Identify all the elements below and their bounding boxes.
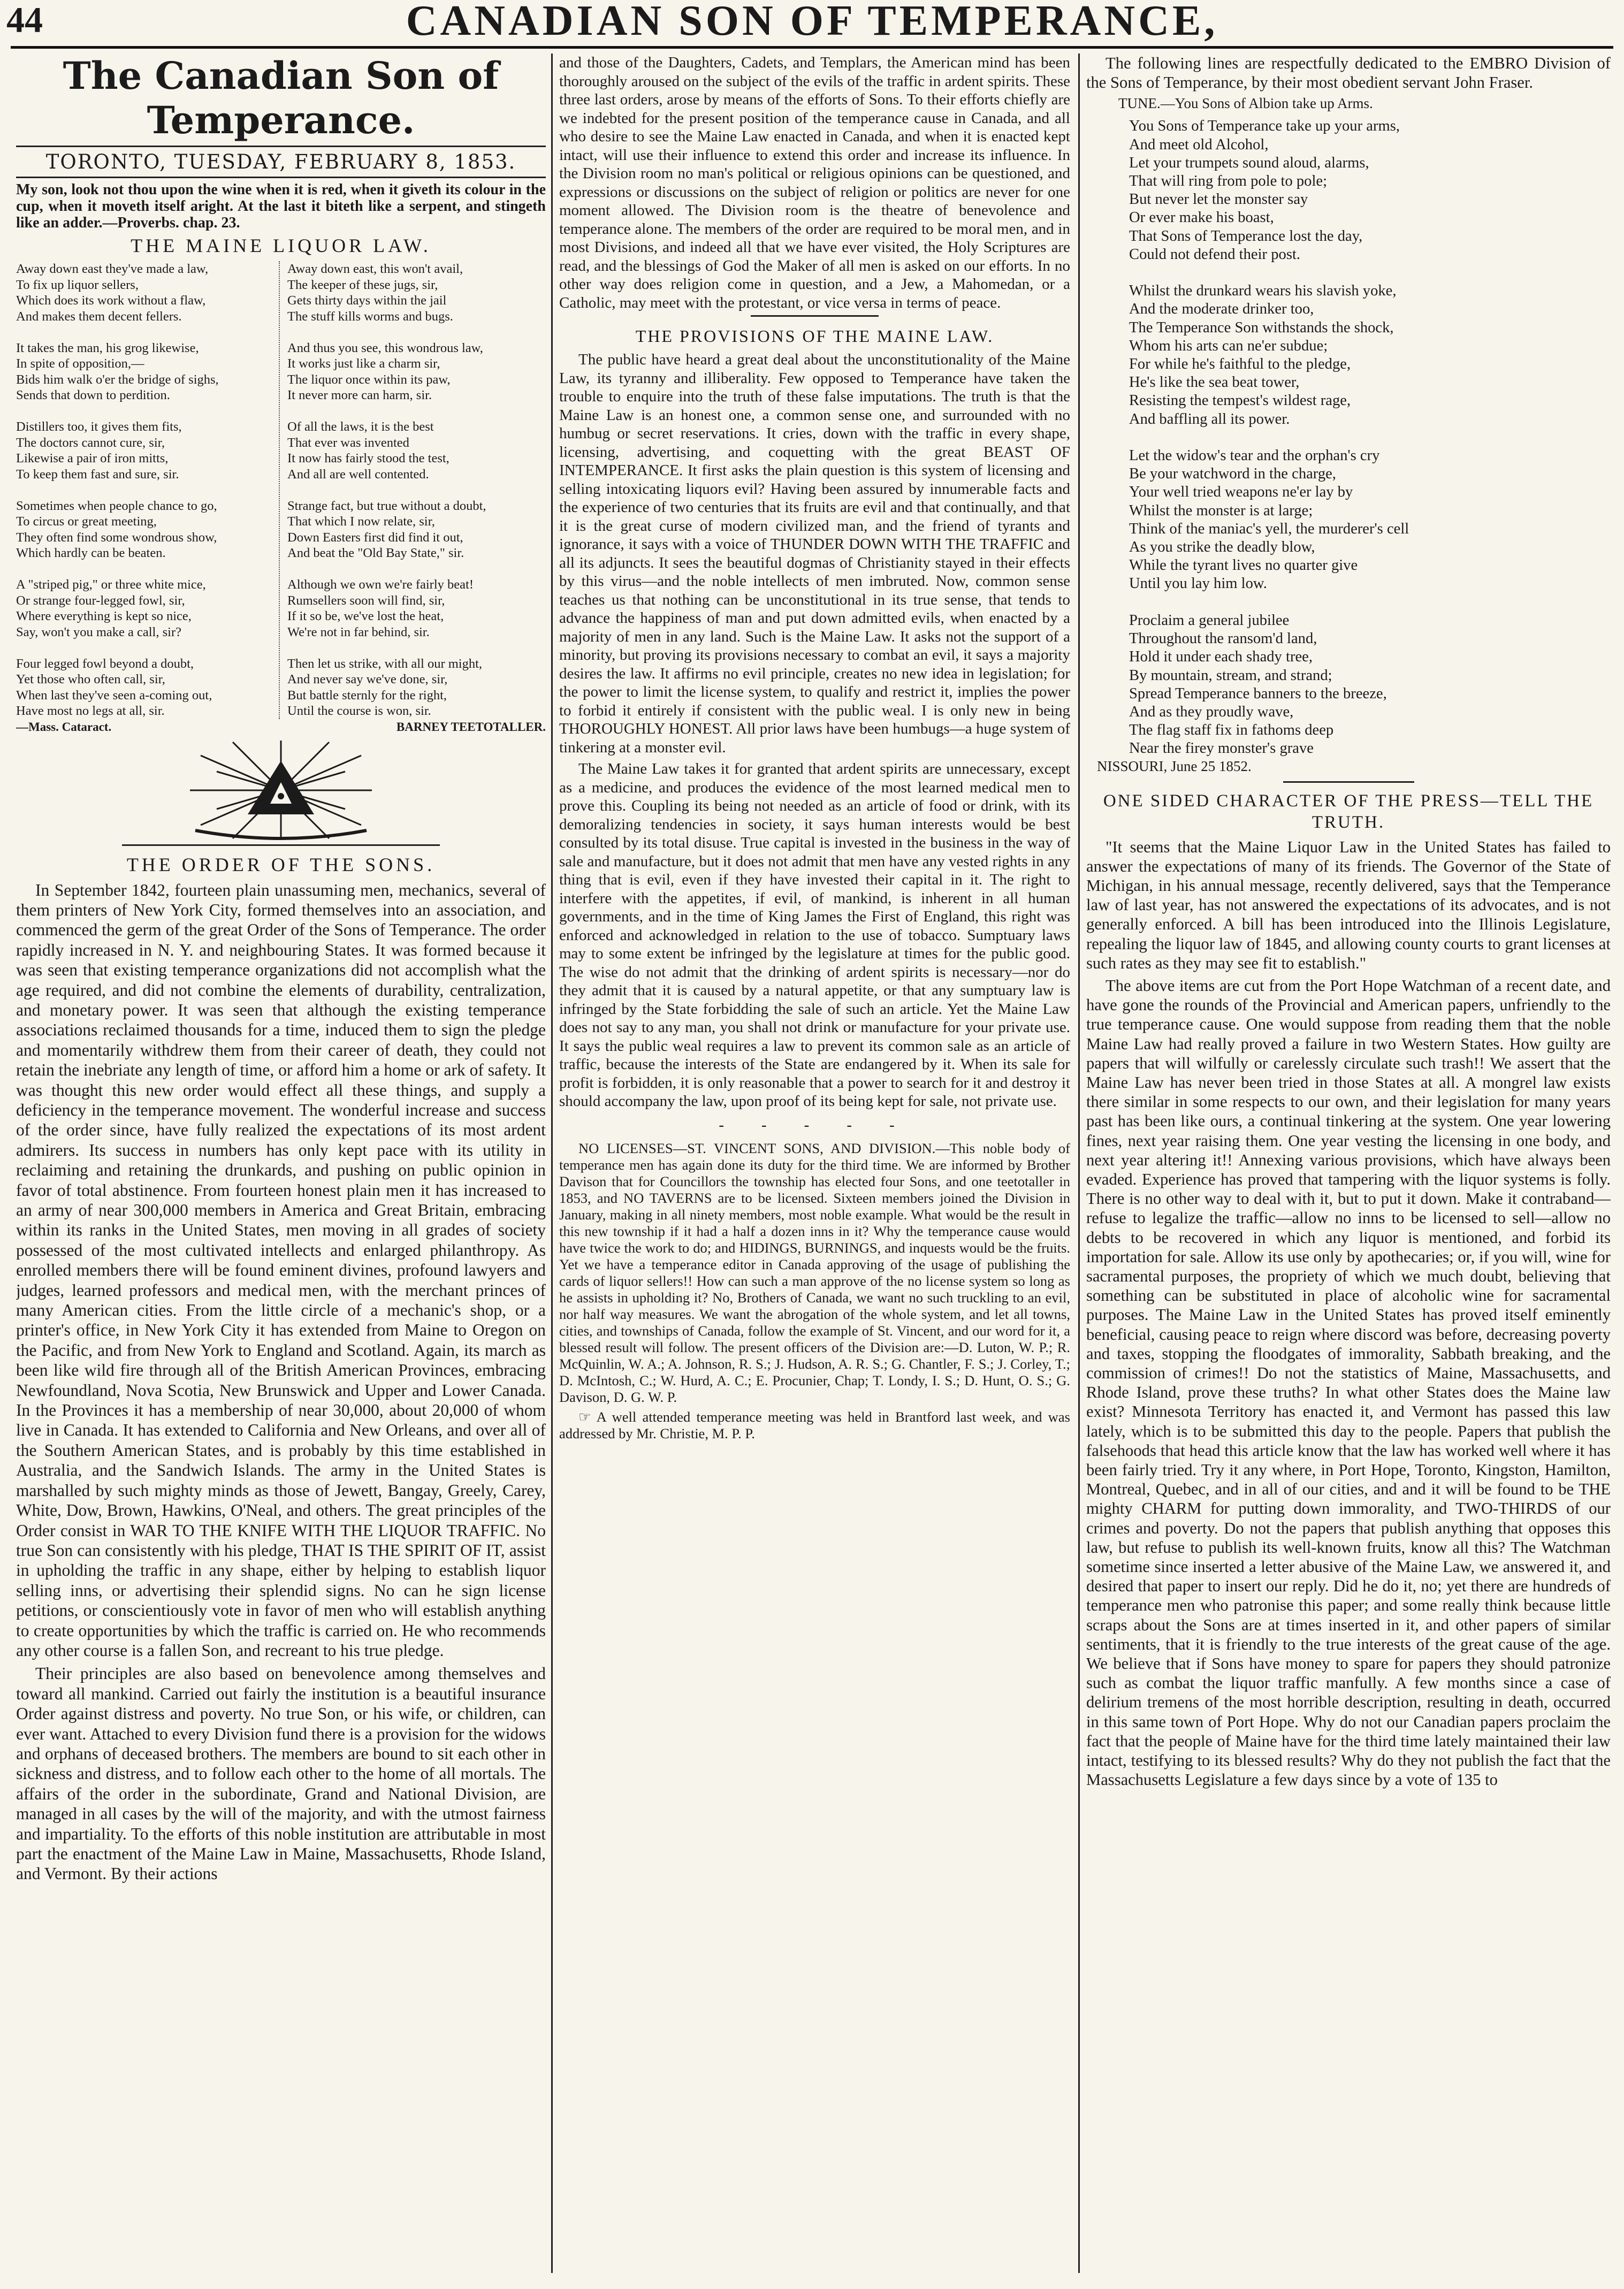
masthead-rule xyxy=(11,46,1613,49)
paper-nameplate: The Canadian Son of Temperance. xyxy=(63,54,499,142)
divider xyxy=(122,844,440,846)
column-divider xyxy=(551,54,553,2273)
news-paragraph: NO LICENSES—ST. VINCENT SONS, AND DIVISION.—This noble body of temperance men has again done its duty for the third time. We are informed by Brother Davison that for Councillors the township has elected four Sons, and one teetotaller in 1853, and NO TAVERNS are to be licensed. Sixteen members joined the Division in January, making in all ninety members, most noble example. What would be the result in this new township if it had a half a dozen inns in it? Why the temperance cause would have twice the work to do; and HIDINGS, BURNINGS, and inquests would be the fruits. Yet we have a temperance editor in Canada approving of the usage of publishing the cards of liquor sellers!! How can such a man approve of the no license system so long as he assists in upholding it? No, Brothers of Canada, we want no such truckling to an evil, nor half way measures. We want the abrogation of the whole system, and let all towns, cities, and townships of Canada, follow the example of St. Vincent, and our word for it, a blessed result will follow. The present officers of the Division are:—D. Luton, W. P.; R. McQuinlin, W. A.; A. Johnson, R. S.; J. Hudson, A. R. S.; G. Chantler, F. S.; J. Corley, T.; D. McIntosh, C.; W. Hurd, A. C.; E. Procunier, Chap; T. Londy, I. S.; D. Hunt, O. S.; G. Davison, D. G. W. P. xyxy=(559,1140,1070,1405)
newspaper-title: CANADIAN SON OF TEMPERANCE, xyxy=(406,0,1218,44)
masthead xyxy=(0,0,1624,46)
motto: My son, look not thou upon the wine when it is red, when it giveth its colour in the cup, when it moveth itself aright. At the last it biteth like a serpent, and stingeth like an adder.—Proverbs. chap. 23. xyxy=(16,181,546,231)
article-title: THE ORDER OF THE SONS. xyxy=(126,853,436,875)
page-number: 44 xyxy=(6,0,43,40)
column-2 xyxy=(559,54,1070,2278)
column-1 xyxy=(16,54,546,2278)
divider xyxy=(751,315,879,317)
divider xyxy=(1283,781,1414,783)
article-paragraph: Their principles are also based on benevolence among themselves and toward all mankind. Carried out fairly the institution is a beautiful insurance Order against distress and poverty. No true Son, or his wife, or children, can ever want. Attached to every Division fund there is a provision for the widows and orphans of deceased brothers. The members are bound to sit each other in sickness and distress, and to follow each other to the home of all mortals. The affairs of the order in the subordinate, Grand and National Division, are managed in all cases by the will of the majority, and with the utmost fairness and impartiality. To the efforts of this noble institution are attributable in most part the enactment of the Maine Law in Maine, Massachusetts, Rhode Island, and Vermont. By their actions xyxy=(16,1664,546,1883)
news-items xyxy=(559,1140,1070,1442)
order-emblem-icon xyxy=(185,739,377,841)
article-title: ONE SIDED CHARACTER OF THE PRESS—TELL THE TRUTH. xyxy=(1103,791,1594,832)
section-break: - - - - - xyxy=(719,1116,911,1135)
poem-left-column: Away down east they've made a law, To fix up liquor sellers, Which does its work without a flaw, And makes them decent fellers. It takes the man, his grog likewise, In spite of opposition,— Bids him walk o'er the bridge of sighs, Sends that down to perdition. Distillers too, it gives them fits, The doctors cannot cure, sir, Likewise a pair of iron mitts, To keep them fast and sure, sir. Sometimes when people chance to go, To circus or great meeting, They often find some wondrous show, Which hardly can be beaten. A "striped pig," or three white mice, Or strange four-legged fowl, sir, Where everything is kept so nice, Say, won't you make a call, sir? Four legged fowl beyond a doubt, Yet those who often call, sir, When last they've seen a-coming out, Have most no legs at all, sir. xyxy=(16,261,280,719)
poem-source: —Mass. Cataract. xyxy=(16,720,112,734)
poem-attribution xyxy=(16,720,546,734)
article-paragraph: The Maine Law takes it for granted that ardent spirits are unnecessary, except as a medicine, and produces the evidence of the most learned medical men to prove this. Coupling its being not needed as an article of food or drink, with its demoralizing tendencies in society, it says human interests would be best consulted by its total disuse. True capital is invested in the business in the way of sale and manufacture, but it does not admit that men have any vested rights in any thing that is evil, even if they have invested their capital in it. The right to interfere with the appetites, if evil, of mankind, is inherent in all human governments, and in the time of King James the First of England, this right was enforced and acknowledged in relation to the use of tobacco. Sumptuary laws may to some extent be infringed by the legislature at times for the public good. The wise do not admit that the drinking of ardent spirits is necessary—nor do they admit that it is caused by a natural appetite, or that any sumptuary law is infringed by the State forbidding the sale of such an article. Yet the Maine Law does not say to any man, you shall not drink or manufacture for your private use. It says the public weal requires a law to prevent its common sale as an article of traffic, because the interests of the State are endangered by it. When its sale for profit is forbidden, it is only reasonable that a power to search for it and destroy it should accompany the law, upon proof of its being kept for sale, not private use. xyxy=(559,760,1070,1110)
poem-title: THE MAINE LIQUOR LAW. xyxy=(131,235,431,256)
quote-paragraph: "It seems that the Maine Liquor Law in the United States has failed to answer the expectations of many of its friends. The Governor of the State of Michigan, in his annual message, recently delivered, says that the Temperance law of last year, has not answered the expectations of its advocates, and is not generally enforced. A bill has been introduced into the Illinois Legislature, repealing the liquor law of 1845, and allowing county courts to grant licenses at such rates as they may see fit to establish." xyxy=(1086,837,1611,972)
poem-author: BARNEY TEETOTALLER. xyxy=(396,720,546,734)
column-divider xyxy=(1078,54,1080,2273)
article-title: THE PROVISIONS OF THE MAINE LAW. xyxy=(635,326,994,346)
poem-body xyxy=(16,261,546,719)
dedication: The following lines are respectfully dedicated to the EMBRO Division of the Sons of Temperance, by their most obedient servant John Fraser. xyxy=(1086,54,1611,92)
article-paragraph: and those of the Daughters, Cadets, and Templars, the American mind has been thoroughly aroused on the subject of the evils of the traffic in ardent spirits. These three last orders, arose by means of the efforts of Sons. To their efforts chiefly are we indebted for the present position of the temperance cause in Canada, and all who desire to see the Maine Law enacted in Canada, and when it is enacted kept intact, will use their influence to extend this order and increase its influence. In the Division room no man's political or religious opinions can be questioned, and expressions or discussions on the subject of religion or politics are never for one moment allowed. The Division room is the theatre of benevolence and temperance alone. The members of the order are required to be moral men, and in most Divisions, and indeed all that we have ever visited, the Holy Scriptures are read, and the blessings of God the Maker of all men is asked on our efforts. In no other way does religion come in question, and a Jew, a Mahomedan, or a Catholic, may meet with the protestant, or vice versa in terms of peace. xyxy=(559,54,1070,311)
dateline: TORONTO, TUESDAY, FEBRUARY 8, 1853. xyxy=(16,146,546,178)
article-paragraph: The above items are cut from the Port Hope Watchman of a recent date, and have gone the rounds of the Provincial and American papers, unfriendly to the true temperance cause. One would suppose from reading them that the noble Maine Law had really proved a failure in two Western States. How guilty are papers that will wilfully or carelessly circulate such trash!! We assert that the Maine Law has never been tried in those States at all. A mongrel law exists there similar in some respects to our own, and their legislation for many years past has been like ours, a continual tinkering at the system. One year lowering fines, next year raising them. One year vesting the licensing in one body, and next year altering it!! Annexing various provisions, which have always been evaded. Experience has proved that tampering with the liquor systems is folly. There is no other way to deal with it, but to put it down. Make it contraband—refuse to legalize the traffic—allow no inns to be licensed to sell—allow no debts to be recovered in which any liquor is mentioned, and forbid its importation for sale. Allow its use only by apothecaries; or, if you will, wine for sacramental purposes, the propriety of which we much doubt, believing that something can be substituted in place of alcoholic wine for sacramental purposes. The Maine Law in the United States has proved itself eminently beneficial, causing peace to reign where discord was before, decreasing poverty and taxes, stopping the floodgates of immorality, Sabbath breaking, and the commission of crimes!! Do not the statistics of Maine, Massachusetts, and Rhode Island, prove these truths? In what other States does the Maine law exist? Minnesota Territory has enacted it, and Vermont has passed this law lately, which is to be submitted this day to the people. Papers that publish the falsehoods that head this article know that the law has worked well where it has been fairly tried. Try it any where, in Port Hope, Toronto, Kingston, Hamilton, Montreal, Quebec, and in all of our cities, and and it will be found to be THE mighty CHARM for putting down immorality, and TWO-THIRDS of our crimes and poverty. Do not the papers that publish anything that opposes this law, but refuse to publish its well-known fruits, know all this? The Watchman sometime since inserted a letter abusive of the Maine Law, we answered it, and desired that paper to insert our reply. Did he do it, no; yet there are hundreds of temperance men who patronise this paper; and some really think because little scraps about the Sons are at times inserted in it, and other papers of similar sentiments, that it is friendly to the true interests of the great cause of the age. We believe that if Sons have money to spare for papers they should patronize such as combat the liquor traffic manfully. A few months since a case of delirium tremens of the most horrible description, resulting in death, occurred in this same town of Port Hope. Why do not our Canadian papers proclaim the fact that the people of Maine have for the third time lately maintained their law intact, testifying to its blessed results? Why do they not publish the fact that the Massachusetts Legislature a few days since by a vote of 135 to xyxy=(1086,976,1611,1789)
poem-place-date: NISSOURI, June 25 1852. xyxy=(1097,758,1252,774)
article-paragraph: The public have heard a great deal about the unconstitutionality of the Maine Law, its tyranny and illiberality. Few opposed to Temperance have taken the trouble to enquire into the truth of these false imputations. The truth is that the Maine Law is an honest one, a common sense one, and surrounded with no humbug or secret reservations. It cries, down with the traffic in every shape, licensing, advertising, and coquetting with the great BEAST OF INTEMPERANCE. It first asks the plain question is this system of licensing and selling intoxicating liquors evil? Having been assured by innumerable facts and the experience of two centuries that its fruits are evil and that continually, and that it is the great curse of modern civilized man, and the friend of tyrants and ignorance, it says with a voice of THUNDER DOWN WITH THE TRAFFIC and all its adjuncts. It sees the beautiful dogmas of Christianity stayed in their effects by this virus—and the noble intellects of men imbruted. Now, common sense teaches us that nothing can be unconstitutional in its true sense, that tends to advance the happiness of man and put down admitted evils, when enacted by a majority of men in any land. Such is the Maine Law. It asks not the support of a minority, but proving its provisions necessary to combat an evil, it says a majority desires the law. It affirms no evil principle, creates no new idea in legislation; for the power to limit the license system, to qualify and restrict it, implies the power to forbid it entirely if consistent with the public weal. I is only new in being THOROUGHLY HONEST. All prior laws have been humbugs—a huge system of tinkering at a monster evil. xyxy=(559,351,1070,756)
poem-right-column: Away down east, this won't avail, The keeper of these jugs, sir, Gets thirty days within the jail The stuff kills worms and bugs. And thus you see, this wondrous law, It works just like a charm sir, The liquor once within its paw, It never more can harm, sir. Of all the laws, it is the best That ever was invented It now has fairly stood the test, And all are well contented. Strange fact, but true without a doubt, That which I now relate, sir, Down Easters first did find it out, And beat the "Old Bay State," sir. Although we own we're fairly beat! Rumsellers soon will find, sir, If it so be, we've lost the heat, We're not in far behind, sir. Then let us strike, with all our might, And never say we've done, sir, But battle sternly for the right, Until the course is won, sir. xyxy=(287,262,486,718)
column-3 xyxy=(1086,54,1611,2278)
poem-tune: TUNE.—You Sons of Albion take up Arms. xyxy=(1118,95,1373,112)
news-paragraph: ☞ A well attended temperance meeting was held in Brantford last week, and was addressed by Mr. Christie, M. P. P. xyxy=(559,1408,1070,1441)
poem-body: You Sons of Temperance take up your arms, And meet old Alcohol, Let your trumpets sound aloud, alarms, That will ring from pole to pole; But never let the monster say Or ever make his boast, That Sons of Temperance lost the day, Could not defend their post. Whilst the drunkard wears his slavish yoke, And the moderate drinker too, The Temperance Son withstands the shock, Whom his arts can ne'er subdue; For while he's faithful to the pledge, He's like the sea beat tower, Resisting the tempest's wildest rage, And baffling all its power. Let the widow's tear and the orphan's cry Be your watchword in the charge, Your well tried weapons ne'er lay by Whilst the monster is at large; Think of the maniac's yell, the murderer's cell As you strike the deadly blow, While the tyrant lives no quarter give Until you lay him low. Proclaim a general jubilee Throughout the ransom'd land, Hold it under each shady tree, By mountain, stream, and strand; Spread Temperance banners to the breeze, And as they proudly wave, The flag staff fix in fathoms deep Near the firey monster's grave xyxy=(1129,118,1409,757)
article-paragraph: In September 1842, fourteen plain unassuming men, mechanics, several of them printers of New York City, formed themselves into an association, and commenced the germ of the great Order of the Sons of Temperance. The order rapidly increased in N. Y. and neighbouring States. It was formed because it was seen that existing temperance organizations did not accomplish what the age required, and did not combine the elements of durability, centralization, and monetary power. It was seen that although the existing temperance associations reclaimed thousands for a time, induced them to sign the pledge and momentarily withdrew them from their career of death, they could not retain the inebriate any length of time, or afford him a home or ark of safety. It was thought this new order would effect all these things, and supply a deficiency in the temperance movement. The wonderful increase and success of the order since, have fully realized the expectations of its most ardent admirers. Its success in numbers has only kept pace with its utility in reclaiming and retaining the drunkards, and pushing on public opinion in favor of total abstinence. From fourteen honest plain men it has increased to an army of near 300,000 members in America and Great Britain, embracing within its ranks in the United States, men moving in all grades of society possessed of the most cultivated intellects and enlarged philanthropy. As enrolled members there will be found eminent divines, profound lawyers and judges, learned professors and medical men, with the merchant princes of many American cities. From the little circle of a mechanic's shop, or a printer's office, in New York City it has extended from Maine to Oregon on the Pacific, and from New York to England and Scotland. Again, its march as been like wild fire through all of the British American Provinces, embracing Newfoundland, Nova Scotia, New Brunswick and Upper and Lower Canada. In the Provinces it has a membership of near 30,000, about 20,000 of whom live in Canada. It has extended to California and New Orleans, and over all of the Southern American States, and is probably by this time established in Australia, and the Sandwich Islands. The army in the United States is marshalled by such mighty minds as those of Jewett, Bangay, Greely, Carey, White, Dow, Brown, Hawkins, O'Neal, and others. The great principles of the Order consist in WAR TO THE KNIFE WITH THE LIQUOR TRAFFIC. No true Son can consistently with his pledge, THAT IS THE SPIRIT OF IT, assist in upholding the traffic in any shape, either by helping to establish liquor selling inns, or advertising their splendid signs. No can he sign license petitions, or conscientiously vote in favor of men who will establish anything to create opportunities by which the traffic is carried on. He who recommends any other course is a fallen Son, and recreant to his true pledge. xyxy=(16,880,546,1660)
